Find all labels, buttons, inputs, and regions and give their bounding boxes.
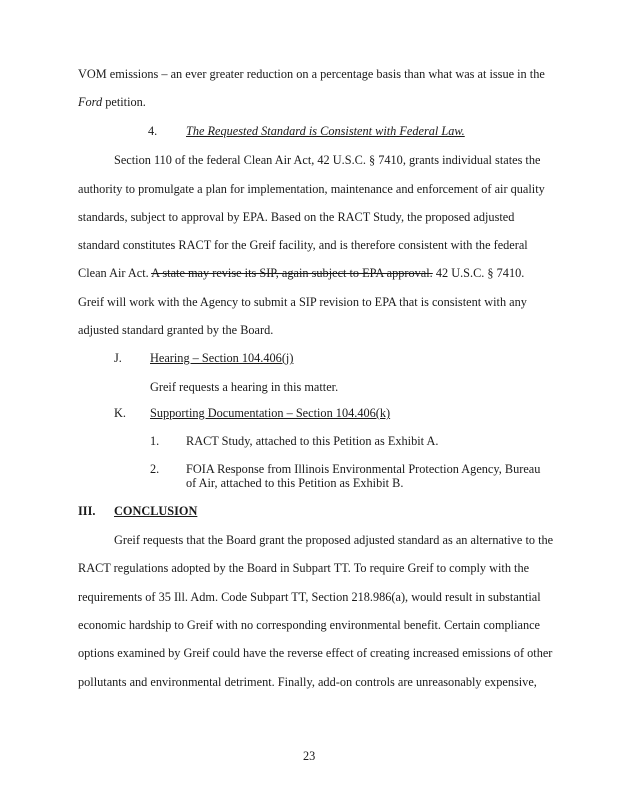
section-4-title: The Requested Standard is Consistent with Federal Law. bbox=[186, 124, 465, 138]
k-item-2-number: 2. bbox=[150, 462, 160, 476]
conclusion-numeral: III. bbox=[78, 504, 96, 518]
conclusion-line-6: pollutants and environmental detriment. Finally, add-on controls are unreasonably expensive, bbox=[78, 675, 537, 689]
s4-line-5c: 42 U.S.C. § 7410. bbox=[432, 266, 525, 280]
s4-line-5b-struck: A state may revise its SIP, again subject to EPA approval. bbox=[151, 266, 433, 280]
ford-case-name: Ford bbox=[78, 95, 103, 109]
page-number: 23 bbox=[303, 749, 316, 763]
k-item-1-number: 1. bbox=[150, 434, 160, 448]
section-j-letter: J. bbox=[114, 351, 122, 365]
intro-line-1: VOM emissions – an ever greater reduction on a percentage basis than what was at issue in the bbox=[78, 67, 545, 81]
intro-line-2-rest: petition. bbox=[102, 95, 146, 109]
conclusion-heading: CONCLUSION bbox=[114, 504, 198, 518]
section-j-body: Greif requests a hearing in this matter. bbox=[150, 380, 339, 394]
conclusion-line-1: Greif requests that the Board grant the proposed adjusted standard as an alternative to the bbox=[114, 533, 554, 547]
section-j-title: Hearing – Section 104.406(j) bbox=[150, 351, 294, 365]
s4-body-line-2: authority to promulgate a plan for implementation, maintenance and enforcement of air quality bbox=[78, 182, 545, 196]
conclusion-line-5: options examined by Greif could have the reverse effect of creating increased emissions of other bbox=[78, 646, 553, 660]
section-k-title: Supporting Documentation – Section 104.406(k) bbox=[150, 406, 391, 420]
section-4-number: 4. bbox=[148, 124, 158, 138]
s4-body-line-3: standards, subject to approval by EPA. Based on the RACT Study, the proposed adjusted bbox=[78, 210, 515, 224]
intro-line-2 bbox=[78, 94, 146, 110]
s4-line-5a: Clean Air Act. bbox=[78, 266, 152, 280]
k-item-2-text-line-2: of Air, attached to this Petition as Exhibit B. bbox=[186, 476, 404, 490]
s4-body-line-7: adjusted standard granted by the Board. bbox=[78, 323, 274, 337]
conclusion-line-3: requirements of 35 Ill. Adm. Code Subpart TT, Section 218.986(a), would result in substantial bbox=[78, 590, 541, 604]
s4-body-line-4: standard constitutes RACT for the Greif facility, and is therefore consistent with the federal bbox=[78, 238, 528, 252]
k-item-1-text: RACT Study, attached to this Petition as Exhibit A. bbox=[186, 434, 439, 448]
conclusion-line-4: economic hardship to Greif with no corresponding environmental benefit. Certain compliance bbox=[78, 618, 541, 632]
s4-body-line-5 bbox=[78, 265, 524, 281]
conclusion-line-2: RACT regulations adopted by the Board in Subpart TT. To require Greif to comply with the bbox=[78, 561, 530, 575]
s4-body-line-1: Section 110 of the federal Clean Air Act, 42 U.S.C. § 7410, grants individual states the bbox=[114, 153, 541, 167]
section-k-letter: K. bbox=[114, 406, 126, 420]
s4-body-line-6: Greif will work with the Agency to submit a SIP revision to EPA that is consistent with any bbox=[78, 295, 527, 309]
k-item-2-text-line-1: FOIA Response from Illinois Environmental Protection Agency, Bureau bbox=[186, 462, 541, 476]
